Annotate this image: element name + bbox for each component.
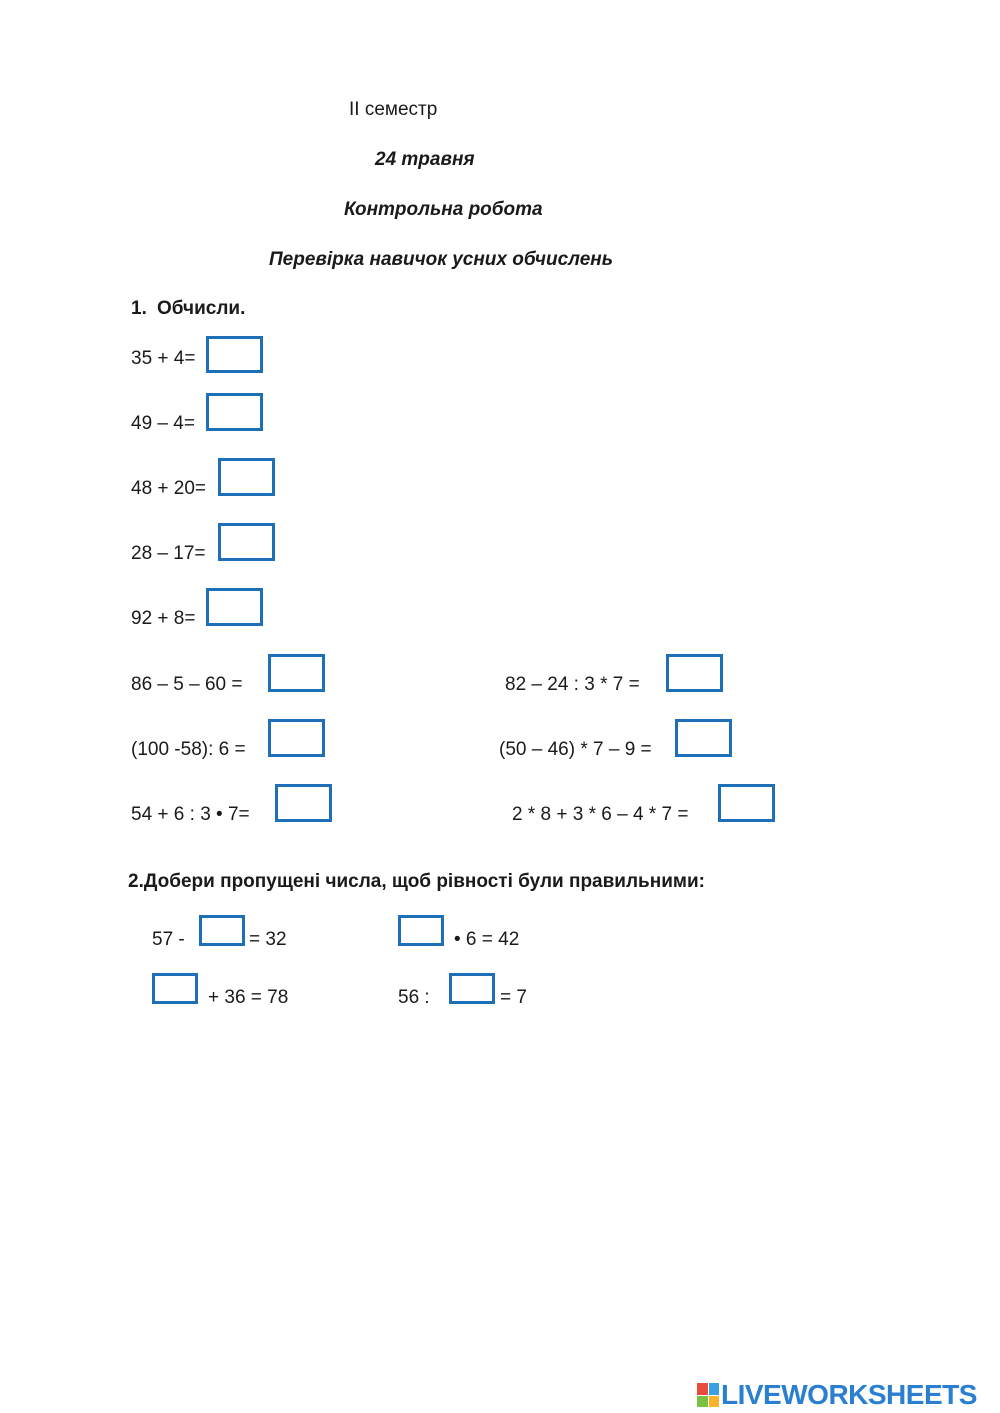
expression-10: 54 + 6 : 3 • 7= (131, 804, 250, 825)
expression-6: 86 – 5 – 60 = (131, 674, 243, 695)
task2-eq4-right: = 7 (500, 987, 527, 1008)
task2-eq1-right: = 32 (249, 929, 287, 950)
answer-box-8[interactable] (268, 719, 325, 757)
logo-square-2 (709, 1383, 720, 1395)
logo-square-4 (709, 1396, 720, 1408)
answer-box-3[interactable] (218, 458, 275, 496)
task2-heading: 2.Добери пропущені числа, щоб рівності були правильними: (128, 871, 705, 892)
logo-square-1 (697, 1383, 708, 1395)
answer-box-4[interactable] (218, 523, 275, 561)
answer-box-5[interactable] (206, 588, 263, 626)
answer-box-7[interactable] (666, 654, 723, 692)
missing-number-box-4[interactable] (449, 973, 495, 1004)
expression-4: 28 – 17= (131, 543, 206, 564)
task1-heading: Обчисли. (157, 298, 246, 319)
logo-text: LIVEWORKSHEETS (721, 1379, 977, 1410)
task1-number: 1. (131, 298, 147, 319)
missing-number-box-3[interactable] (152, 973, 198, 1004)
task2-eq3-right: + 36 = 78 (208, 987, 289, 1008)
answer-box-6[interactable] (268, 654, 325, 692)
answer-box-2[interactable] (206, 393, 263, 431)
liveworksheets-logo (697, 1380, 977, 1410)
task2-eq4-left: 56 : (398, 987, 430, 1008)
logo-icon (697, 1383, 719, 1407)
semester-label: ІІ семестр (349, 99, 438, 120)
logo-square-3 (697, 1396, 708, 1408)
date-label: 24 травня (375, 149, 475, 170)
expression-2: 49 – 4= (131, 413, 195, 434)
expression-1: 35 + 4= (131, 348, 196, 369)
expression-9: (50 – 46) * 7 – 9 = (499, 739, 652, 760)
page-subtitle: Перевірка навичок усних обчислень (269, 249, 614, 270)
missing-number-box-1[interactable] (199, 915, 245, 946)
missing-number-box-2[interactable] (398, 915, 444, 946)
expression-7: 82 – 24 : 3 * 7 = (505, 674, 640, 695)
answer-box-1[interactable] (206, 336, 263, 373)
task2-eq2-right: • 6 = 42 (454, 929, 520, 950)
expression-11: 2 * 8 + 3 * 6 – 4 * 7 = (512, 804, 689, 825)
expression-5: 92 + 8= (131, 608, 196, 629)
expression-8: (100 -58): 6 = (131, 739, 246, 760)
answer-box-10[interactable] (275, 784, 332, 822)
expression-3: 48 + 20= (131, 478, 207, 499)
answer-box-9[interactable] (675, 719, 732, 757)
page-title: Контрольна робота (344, 199, 543, 220)
answer-box-11[interactable] (718, 784, 775, 822)
task2-eq1-left: 57 - (152, 929, 185, 950)
